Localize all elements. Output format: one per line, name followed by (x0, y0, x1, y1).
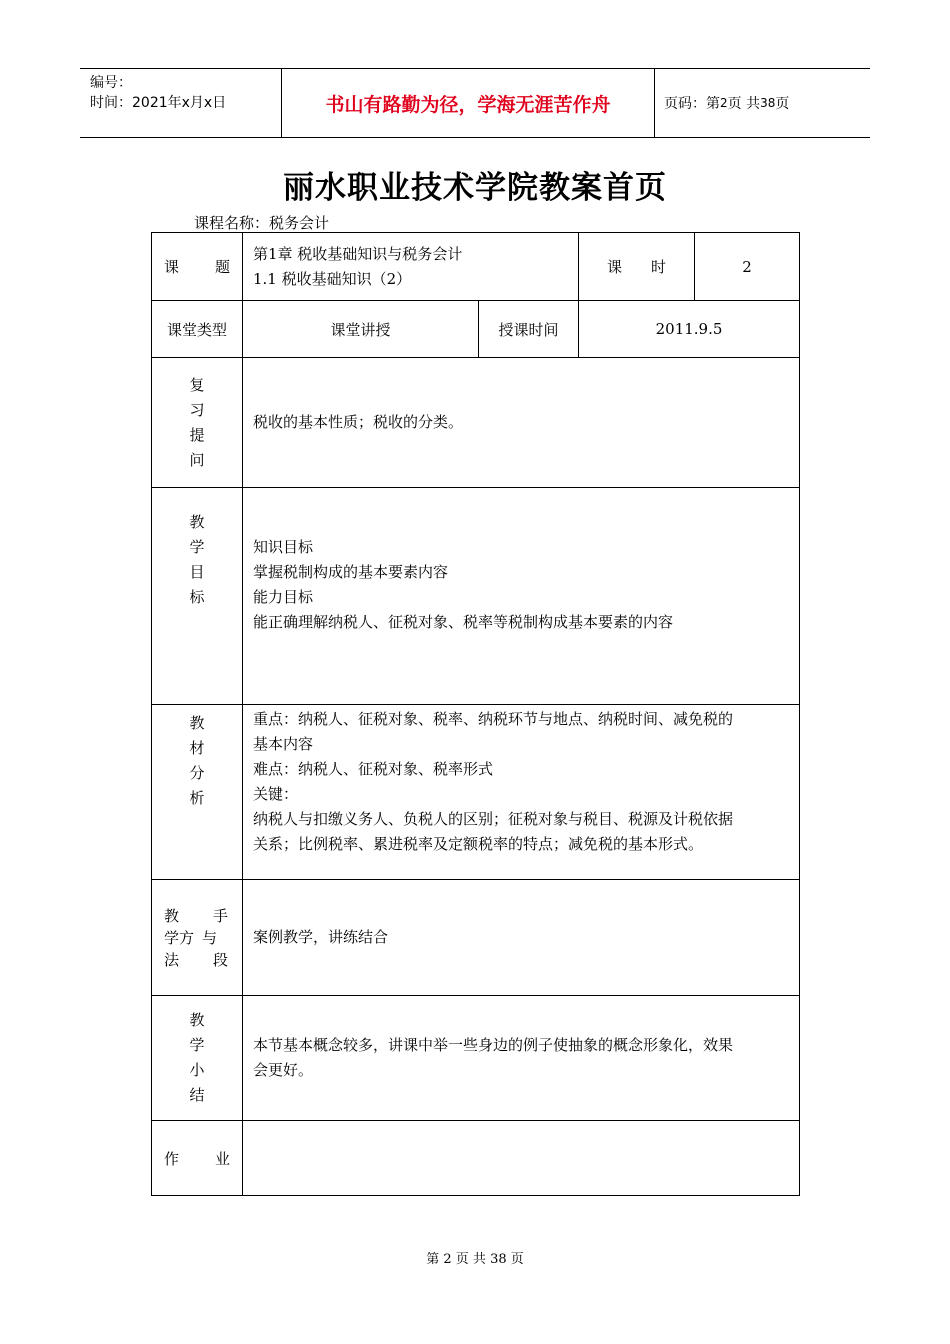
method-label-char: 与 (202, 928, 218, 947)
footer-suffix: 页 (510, 1252, 524, 1267)
analysis-label-char: 析 (189, 789, 205, 807)
summary-label (152, 996, 243, 1121)
footer-mid: 页 共 (455, 1252, 486, 1267)
footer-page: 2 (443, 1252, 452, 1267)
review-label (152, 358, 243, 488)
method-text: 案例教学，讲练结合 (243, 880, 800, 996)
topic-label-char: 课 (164, 258, 180, 276)
topic-value (243, 233, 579, 301)
goals-label-char: 学 (189, 538, 205, 556)
header-motto: 书山有路勤为径，学海无涯苦作舟 (282, 69, 655, 137)
type-label: 课堂类型 (152, 301, 243, 358)
footer-prefix: 第 (426, 1252, 440, 1267)
method-label-char: 手 (212, 906, 228, 925)
analysis-line: 难点：纳税人、征税对象、税率形式 (253, 760, 494, 778)
method-label-char: 教 (164, 906, 180, 925)
lesson-plan-table (151, 232, 800, 1196)
analysis-label-char: 材 (189, 739, 205, 757)
method-label (152, 880, 243, 996)
analysis-text (243, 705, 800, 880)
header-meta (80, 69, 282, 137)
header-page-mid: 页 共 (727, 96, 761, 112)
header-page-suffix: 页 (775, 96, 790, 112)
topic-line: 1.1 税收基础知识（2） (253, 269, 412, 288)
row-goals (152, 488, 800, 705)
row-method (152, 880, 800, 996)
method-label-char: 法 (164, 950, 180, 969)
method-label-char: 段 (212, 950, 228, 969)
row-topic (152, 233, 800, 301)
hours-value: 2 (695, 233, 800, 301)
summary-label-char: 结 (189, 1086, 205, 1104)
analysis-line: 关系；比例税率、累进税率及定额税率的特点；减免税的基本形式。 (253, 835, 704, 853)
summary-line: 会更好。 (253, 1061, 314, 1079)
page-header (80, 68, 870, 138)
header-page-num: 2 (720, 96, 728, 110)
analysis-line: 关键： (253, 785, 299, 803)
header-page-total: 38 (760, 96, 776, 110)
row-summary (152, 996, 800, 1121)
homework-label-char: 作 (164, 1149, 180, 1168)
row-homework (152, 1121, 800, 1196)
goals-text (243, 488, 800, 705)
review-label-char: 提 (189, 425, 205, 444)
goals-line: 掌握税制构成的基本要素内容 (253, 563, 449, 581)
date-value: 2011.9.5 (579, 301, 800, 358)
hours-label-char: 时 (651, 258, 667, 276)
row-type (152, 301, 800, 358)
summary-label-char: 学 (189, 1036, 205, 1054)
row-analysis (152, 705, 800, 880)
topic-label (152, 233, 243, 301)
course-name: 课程名称：税务会计 (194, 214, 330, 232)
review-label-char: 复 (189, 375, 205, 394)
goals-line: 知识目标 (253, 538, 314, 556)
footer-total: 38 (490, 1252, 507, 1267)
method-label-char: 学方 (164, 928, 195, 947)
hours-label-char: 课 (607, 258, 623, 276)
goals-label (152, 488, 243, 705)
goals-label-char: 标 (189, 588, 205, 606)
analysis-label-char: 分 (189, 764, 205, 782)
goals-line: 能力目标 (253, 588, 314, 606)
analysis-line: 重点：纳税人、征税对象、税率、纳税环节与地点、纳税时间、减免税的 (253, 710, 734, 728)
review-text: 税收的基本性质；税收的分类。 (243, 358, 800, 488)
review-label-char: 问 (189, 450, 205, 469)
goals-line: 能正确理解纳税人、征税对象、税率等税制构成基本要素的内容 (253, 613, 674, 631)
page-title: 丽水职业技术学院教案首页 (283, 170, 667, 206)
header-page-prefix: 页码：第 (664, 96, 720, 112)
goals-label-char: 目 (189, 563, 205, 581)
topic-line: 第1章 税收基础知识与税务会计 (253, 244, 463, 263)
summary-label-char: 小 (189, 1061, 205, 1079)
analysis-line: 纳税人与扣缴义务人、负税人的区别；征税对象与税目、税源及计税依据 (253, 810, 734, 828)
summary-text (243, 996, 800, 1121)
homework-text (243, 1121, 800, 1196)
date-label: 授课时间 (479, 301, 579, 358)
page-footer (0, 1248, 950, 1267)
analysis-label (152, 705, 243, 880)
analysis-line: 基本内容 (253, 735, 314, 753)
topic-label-char: 题 (214, 258, 230, 276)
review-label-char: 习 (189, 400, 205, 419)
header-page-number (654, 69, 870, 137)
summary-label-char: 教 (189, 1011, 205, 1029)
summary-line: 本节基本概念较多，讲课中举一些身边的例子使抽象的概念形象化，效果 (253, 1036, 734, 1054)
homework-label (152, 1121, 243, 1196)
analysis-label-char: 教 (189, 714, 205, 732)
homework-label-char: 业 (214, 1149, 230, 1168)
type-value: 课堂讲授 (243, 301, 479, 358)
row-review (152, 358, 800, 488)
hours-label (579, 233, 695, 301)
header-time: 时间：2021年x月x日 (90, 95, 227, 111)
goals-label-char: 教 (189, 513, 205, 531)
header-code: 编号： (90, 75, 132, 91)
